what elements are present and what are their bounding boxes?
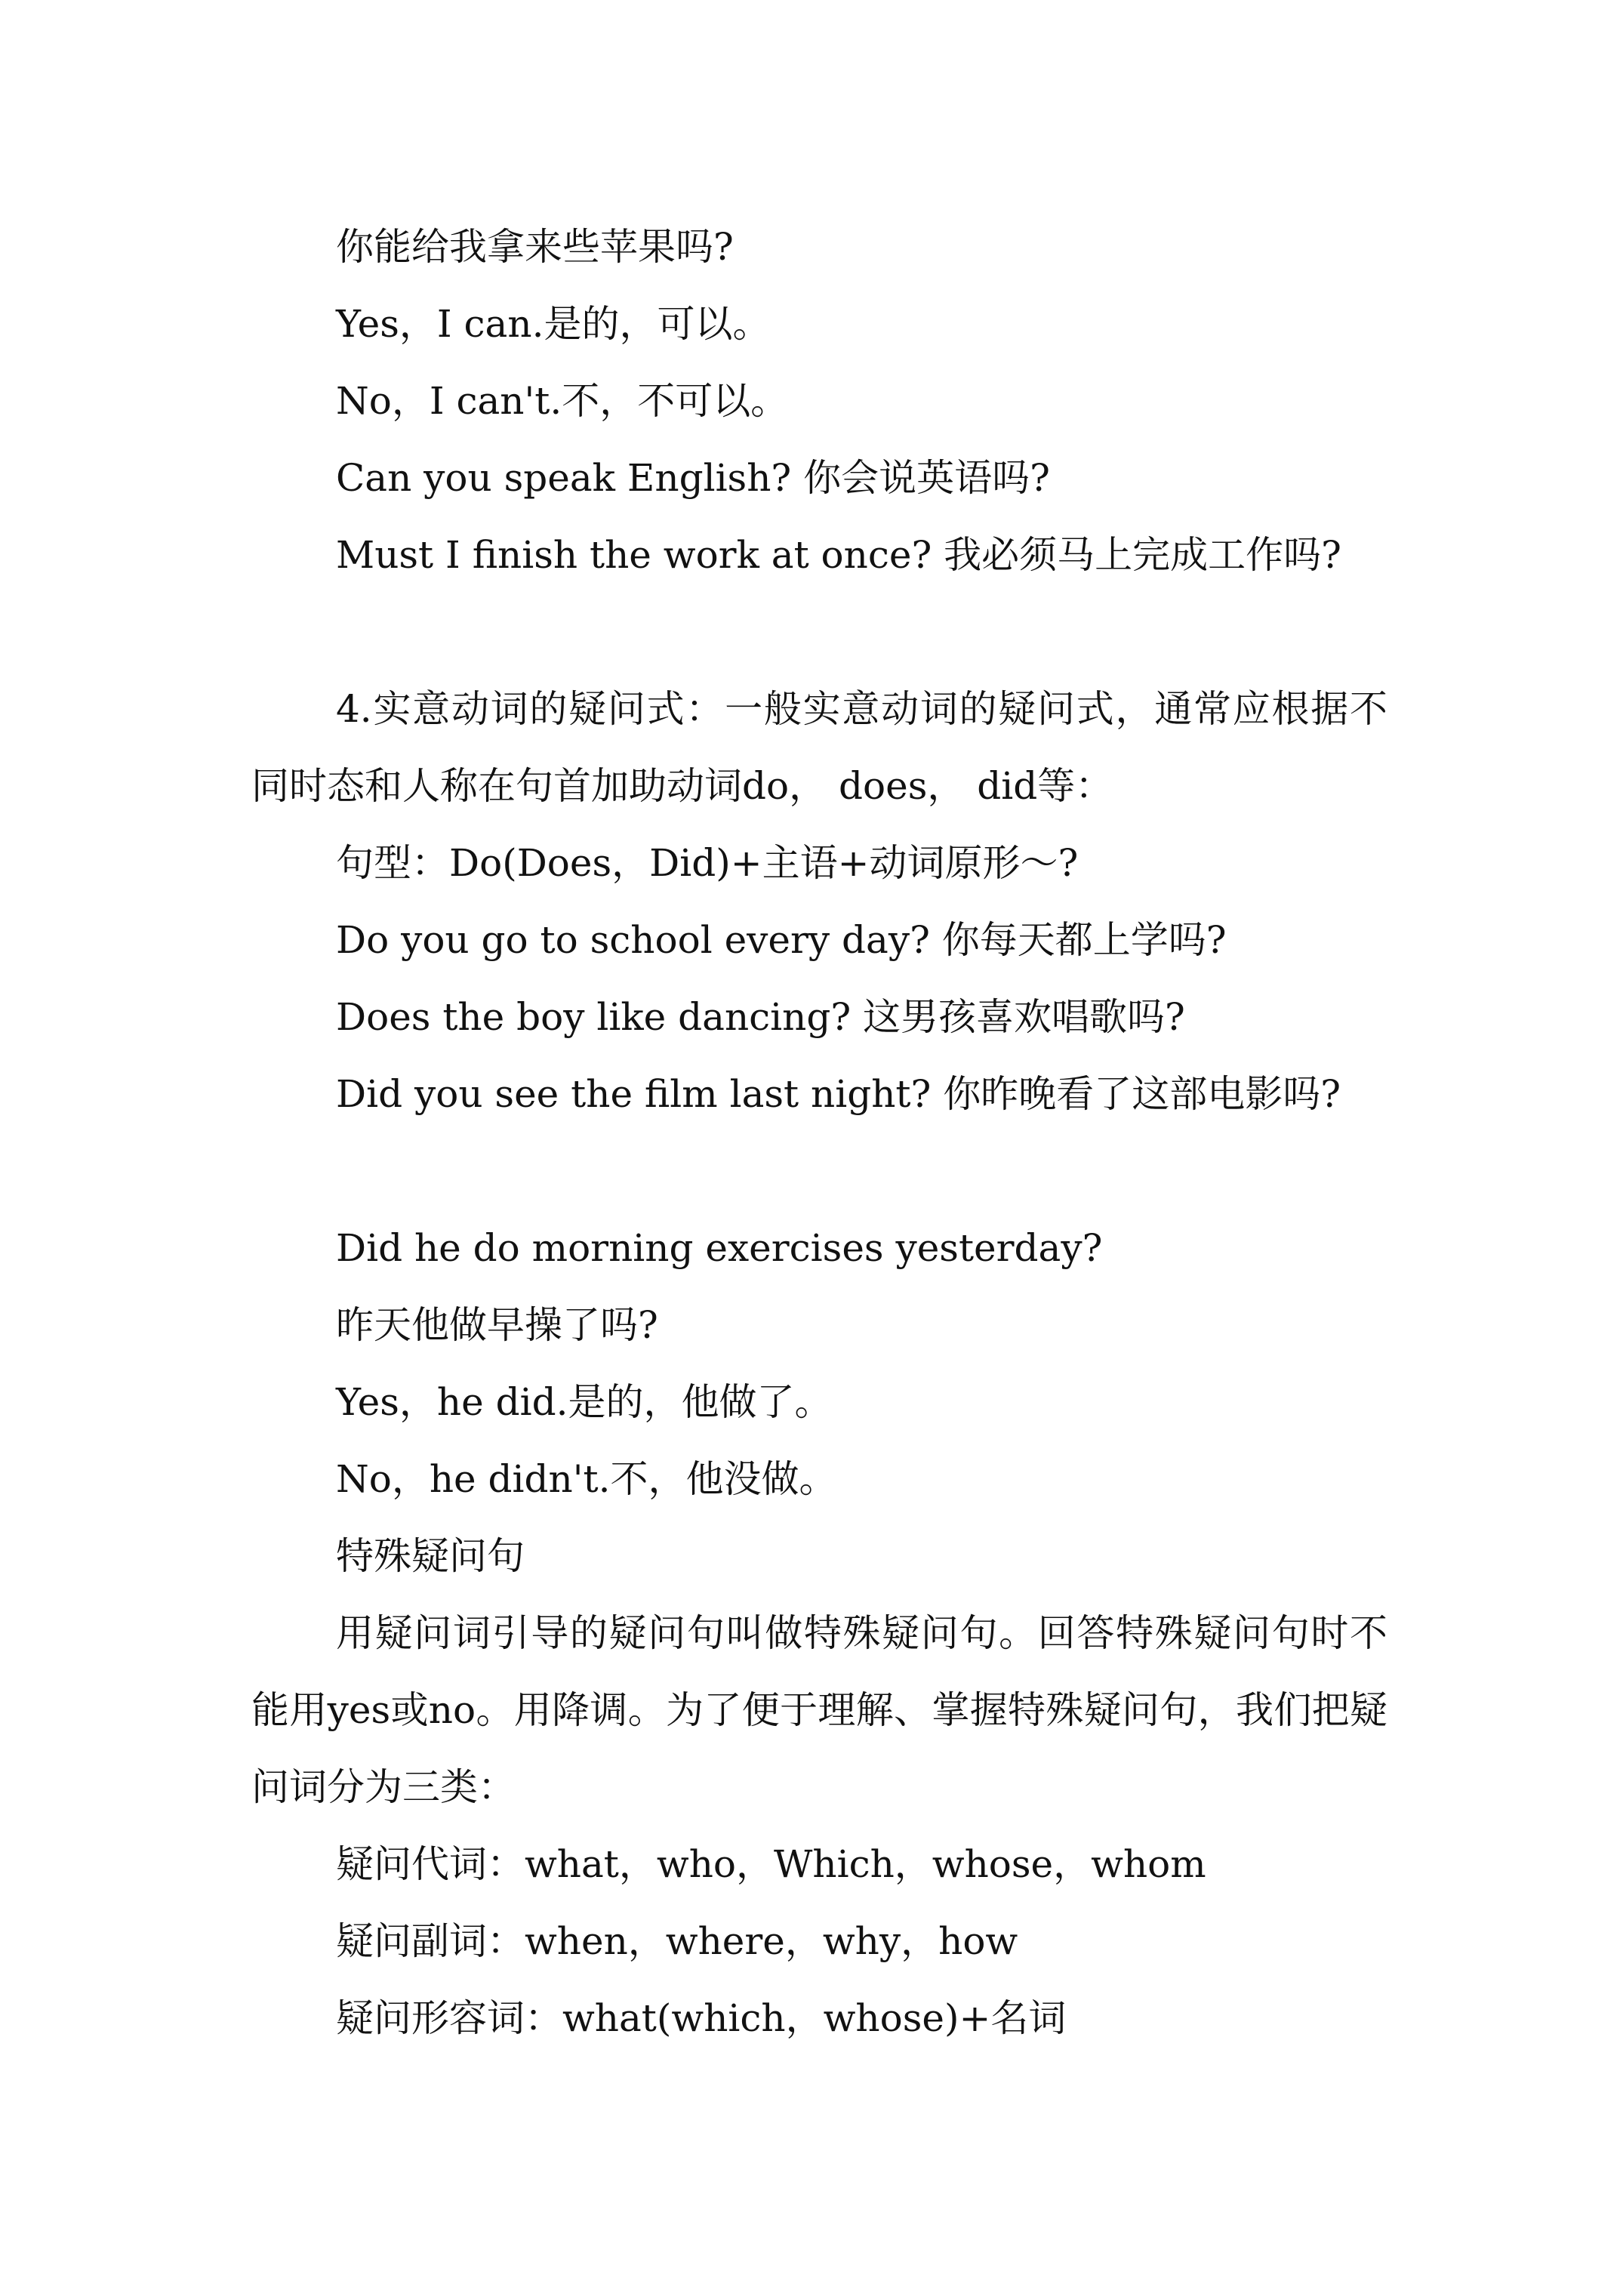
paragraph: Do you go to school every day? 你每天都上学吗? [336,918,1227,962]
paragraph: Can you speak English? 你会说英语吗? [336,456,1050,500]
paragraph: No，I can't.不，不可以。 [336,379,789,423]
paragraph: 4.实意动词的疑问式：一般实意动词的疑问式，通常应根据不同时态和人称在句首加助动词do， does， did等： [251,687,1387,808]
paragraph: 昨天他做早操了吗? [336,1303,658,1347]
paragraph: Yes，I can.是的，可以。 [336,302,771,346]
paragraph: 疑问形容词：what(which，whose)+名词 [336,1996,1067,2040]
paragraph: Yes，he did.是的，他做了。 [336,1380,833,1424]
paragraph: 你能给我拿来些苹果吗? [336,225,734,269]
paragraph: 疑问副词：when，where，why，how [336,1919,1018,1963]
paragraph: Did you see the film last night? 你昨晚看了这部电影吗? [336,1072,1341,1116]
paragraph: 用疑问词引导的疑问句叫做特殊疑问句。回答特殊疑问句时不能用yes或no。用降调。为了便于理解、掌握特殊疑问句，我们把疑问词分为三类： [251,1611,1387,1809]
paragraph: Must I finish the work at once? 我必须马上完成工作吗? [336,533,1341,577]
paragraph: Did he do morning exercises yesterday? [336,1226,1103,1270]
paragraph: 句型：Do(Does，Did)+主语+动词原形～? [336,841,1079,885]
paragraph: Does the boy like dancing? 这男孩喜欢唱歌吗? [336,995,1185,1039]
paragraph: 疑问代词：what，who，Which，whose，whom [336,1842,1206,1886]
paragraph: No，he didn't.不，他没做。 [336,1457,837,1501]
section-heading: 特殊疑问句 [336,1534,525,1578]
document-body [251,208,1387,2057]
